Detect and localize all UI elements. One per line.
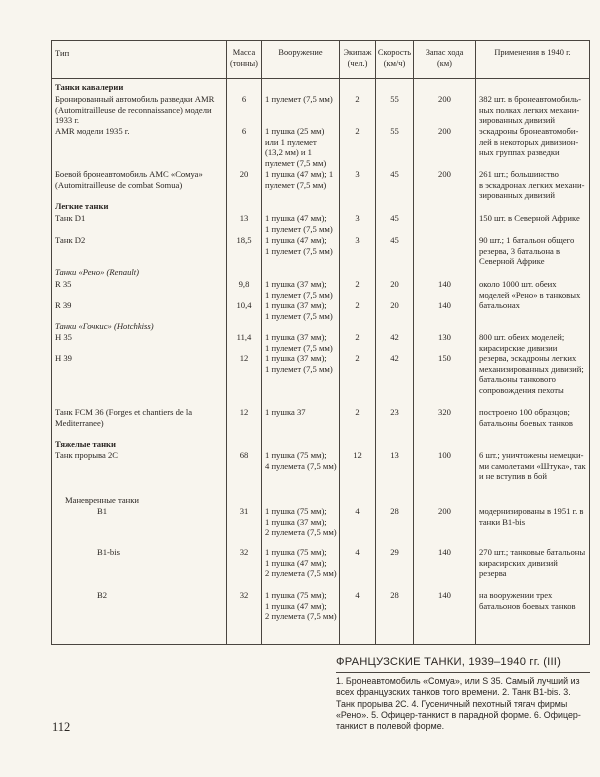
cell-speed: 29 — [390, 547, 399, 557]
cell-type: Танк FCM 36 (Forges et chantiers de la Mediterranee) — [55, 407, 193, 428]
cell-type: Боевой бронеавтомобиль AMC «Сомуа» (Automitrailleuse de combat Somua) — [55, 169, 203, 190]
cell-armament: 1 пушка (75 мм); 1 пушка (37 мм); 2 пулемета (7,5 мм) — [265, 506, 337, 538]
cell-speed: 23 — [390, 407, 399, 417]
cell-usage: модернизированы в 1951 г. в танки B1-bis — [479, 506, 584, 527]
header-crew: Экипаж (чел.) — [343, 48, 372, 68]
caption-divider — [336, 672, 590, 673]
section-maneuver: Маневренные танки — [65, 495, 140, 505]
cell-crew: 4 — [355, 590, 360, 600]
cell-armament: 1 пушка (75 мм); 1 пушка (47 мм); 2 пулемета (7,5 мм) — [265, 547, 337, 579]
cell-mass: 13 — [239, 213, 249, 223]
cell-armament: 1 пулемет (7,5 мм) — [265, 94, 333, 104]
cell-type: Танк D1 — [55, 213, 86, 223]
cell-crew: 2 — [355, 353, 360, 363]
cell-speed: 28 — [390, 506, 399, 516]
cell-type: B1 — [97, 506, 108, 516]
section-cavalry: Танки кавалерии — [55, 82, 124, 92]
cell-range: 200 — [438, 94, 451, 104]
cell-armament: 1 пушка (37 мм); 1 пулемет (7,5 мм) — [265, 353, 333, 374]
cell-usage: 261 шт.; большинство в эскадронах легких механи- зированных дивизий — [479, 169, 585, 201]
header-speed: Скорость (км/ч) — [377, 48, 412, 68]
section-hotchkiss: Танки «Гочкис» (Hotchkiss) — [55, 321, 154, 331]
cell-mass: 6 — [241, 126, 247, 136]
cell-type: B1-bis — [97, 547, 120, 557]
cell-type: H 35 — [55, 332, 72, 342]
cell-type: AMR модели 1935 г. — [55, 126, 130, 136]
header-mass: Масса (тонны) — [230, 48, 258, 68]
cell-speed: 42 — [390, 353, 399, 363]
cell-type: Бронированный автомобиль разведки AMR (Automitrailleuse de reconnaissance) модели 1933 г. — [55, 94, 215, 126]
cell-crew: 2 — [355, 279, 360, 289]
cell-crew: 2 — [355, 332, 360, 342]
header-armament: Вооружение — [278, 48, 323, 57]
caption-text: 1. Бронеавтомобиль «Сомуа», или S 35. Самый лучший из всех французских танков того времени. 2. Танк B1-bis. 3. Танк прорыва 2C. 4. Гусеничный пехотный тягач фирмы «Рено». 5. Офицер-танкист в парадной форме. 6. Офицер-танкист в полевой форме. — [336, 676, 581, 732]
cell-crew: 2 — [355, 94, 360, 104]
cell-usage: на вооружении трех батальонов боевых танков — [479, 590, 576, 611]
cell-crew: 2 — [355, 126, 360, 136]
cell-mass: 20 — [239, 169, 249, 179]
cell-usage: 6 шт.; уничтожены немецки- ми самолетами «Штука», так и не вступив в бой — [479, 450, 586, 482]
cell-speed: 42 — [390, 332, 399, 342]
cell-armament: 1 пушка 37 — [265, 407, 306, 417]
cell-armament: 1 пушка (47 мм); 1 пулемет (7,5 мм) — [265, 213, 333, 234]
cell-crew: 3 — [355, 213, 360, 223]
cell-range: 150 — [438, 353, 451, 363]
cell-armament: 1 пушка (37 мм); 1 пулемет (7,5 мм) — [265, 300, 333, 321]
cell-type: H 39 — [55, 353, 72, 363]
cell-type: Танк D2 — [55, 235, 86, 245]
cell-armament: 1 пушка (37 мм); 1 пулемет (7,5 мм) — [265, 332, 333, 353]
cell-armament: 1 пушка (75 мм); 1 пушка (47 мм); 2 пулемета (7,5 мм) — [265, 590, 337, 622]
cell-speed: 28 — [390, 590, 399, 600]
cell-range: 140 — [438, 279, 451, 289]
cell-mass: 18,5 — [236, 235, 252, 245]
cell-armament: 1 пушка (75 мм); 4 пулемета (7,5 мм) — [265, 450, 337, 471]
cell-speed: 20 — [390, 300, 399, 310]
cell-armament: 1 пушка (25 мм) или 1 пулемет (13,2 мм) и 1 пулемет (7,5 мм) — [265, 126, 327, 168]
cell-usage: 382 шт. в бронеавтомобиль- ных полках легких механи- зированных дивизий — [479, 94, 581, 126]
cell-mass: 12 — [239, 407, 249, 417]
cell-type: R 39 — [55, 300, 72, 310]
cell-usage: 800 шт. обеих моделей; кирасирские дивизии резерва, эскадроны легких механизированных дивизий; батальоны танкового сопровождения пехоты — [479, 332, 584, 395]
cell-type: B2 — [97, 590, 108, 600]
cell-mass: 9,8 — [238, 279, 250, 289]
cell-speed: 45 — [390, 213, 399, 223]
cell-speed: 45 — [390, 235, 399, 245]
cell-speed: 55 — [390, 94, 399, 104]
cell-range: 130 — [438, 332, 451, 342]
cell-range: 200 — [438, 506, 451, 516]
cell-mass: 6 — [241, 94, 247, 104]
cell-usage: 90 шт.; 1 батальон общего резерва, 3 батальона в Северной Африке — [479, 235, 575, 267]
cell-usage: 150 шт. в Северной Африке — [479, 213, 580, 223]
cell-mass: 31 — [239, 506, 249, 516]
header-type: Тип — [55, 48, 70, 58]
caption-title: ФРАНЦУЗСКИЕ ТАНКИ, 1939–1940 гг. (III) — [336, 656, 562, 668]
cell-mass: 11,4 — [236, 332, 252, 342]
tank-table — [51, 40, 590, 645]
cell-speed: 13 — [390, 450, 399, 460]
cell-armament: 1 пушка (47 мм); 1 пулемет (7,5 мм) — [265, 235, 333, 256]
section-renault: Танки «Рено» (Renault) — [55, 267, 140, 277]
cell-usage: около 1000 шт. обеих моделей «Рено» в танковых батальонах — [479, 279, 581, 311]
cell-crew: 3 — [355, 235, 360, 245]
cell-range: 320 — [438, 407, 451, 417]
section-light: Легкие танки — [55, 201, 109, 211]
cell-crew: 2 — [355, 300, 360, 310]
cell-speed: 20 — [390, 279, 399, 289]
page-number: 112 — [52, 720, 71, 734]
header-usage: Применения в 1940 г. — [494, 48, 571, 57]
cell-type: R 35 — [55, 279, 72, 289]
cell-type: Танк прорыва 2C — [55, 450, 118, 460]
header-range: Запас хода (км) — [425, 48, 464, 68]
cell-range: 100 — [438, 450, 451, 460]
cell-range: 140 — [438, 547, 451, 557]
cell-speed: 45 — [390, 169, 399, 179]
cell-mass: 68 — [239, 450, 249, 460]
cell-usage: построено 100 образцов; батальоны боевых танков — [479, 407, 573, 428]
cell-crew: 4 — [355, 506, 360, 516]
cell-range: 200 — [438, 126, 451, 136]
cell-crew: 2 — [355, 407, 360, 417]
cell-usage: 270 шт.; танковые батальоны кирасирских дивизий резерва — [479, 547, 586, 579]
section-heavy: Тяжелые танки — [55, 439, 116, 449]
cell-mass: 32 — [239, 547, 249, 557]
cell-crew: 12 — [353, 450, 362, 460]
cell-mass: 10,4 — [236, 300, 252, 310]
cell-mass: 12 — [239, 353, 249, 363]
cell-armament: 1 пушка (37 мм); 1 пулемет (7,5 мм) — [265, 279, 333, 300]
cell-crew: 4 — [355, 547, 360, 557]
cell-mass: 32 — [239, 590, 249, 600]
cell-range: 140 — [438, 590, 451, 600]
cell-range: 140 — [438, 300, 451, 310]
cell-armament: 1 пушка (47 мм); 1 пулемет (7,5 мм) — [265, 169, 334, 190]
cell-range: 200 — [438, 169, 451, 179]
cell-crew: 3 — [355, 169, 360, 179]
cell-speed: 55 — [390, 126, 399, 136]
cell-usage: эскадроны бронеавтомоби- лей в некоторых дивизион- ных группах разведки — [479, 126, 579, 158]
